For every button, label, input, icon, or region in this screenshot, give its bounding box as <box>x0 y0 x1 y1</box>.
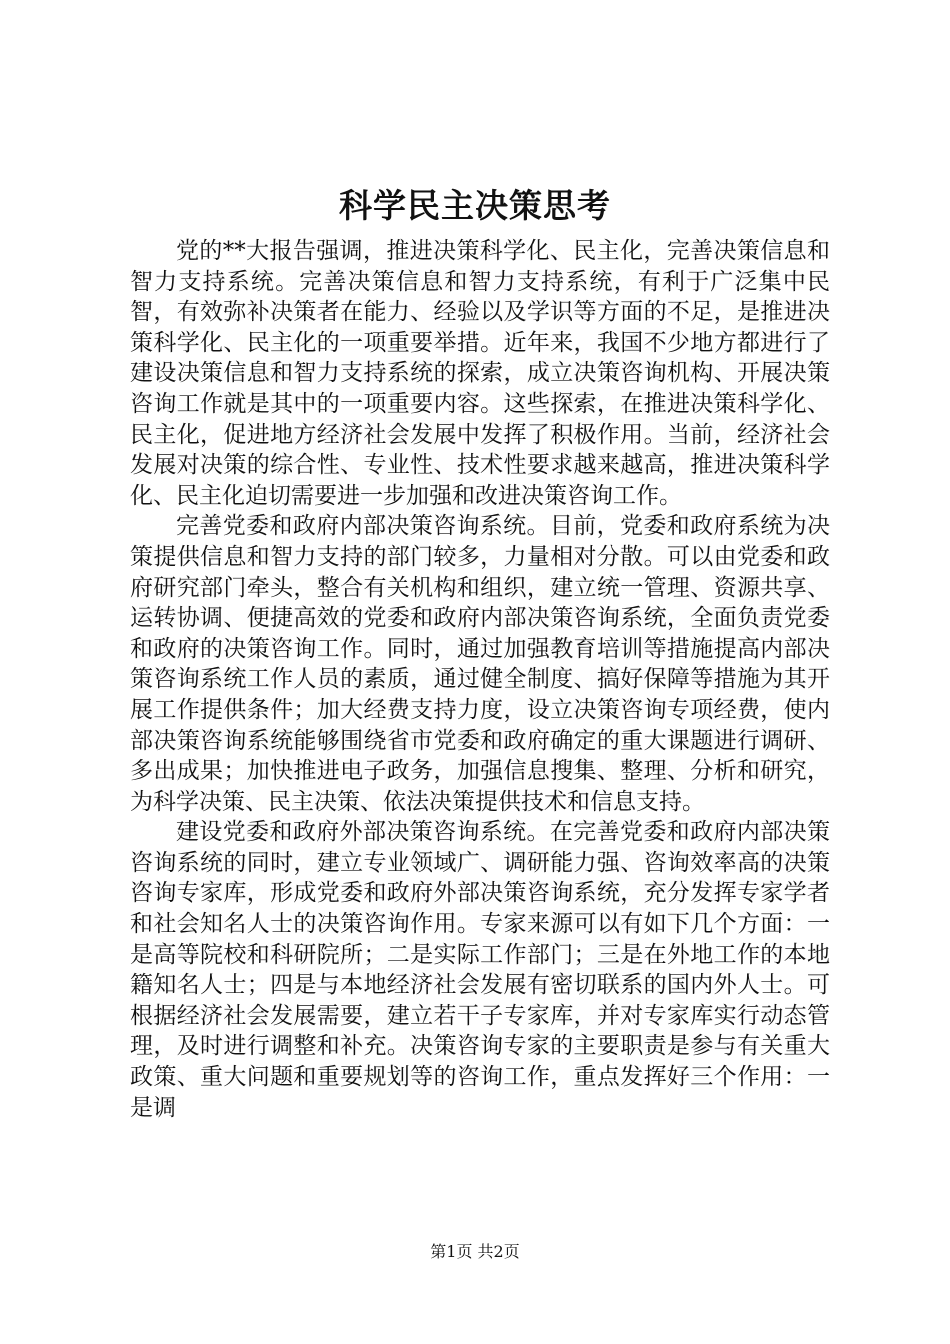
paragraph-external-system: 建设党委和政府外部决策咨询系统。在完善党委和政府内部决策咨询系统的同时，建立专业领域广、调研能力强、咨询效率高的决策咨询专家库，形成党委和政府外部决策咨询系统，充分发挥专家学者和社会知名人士的决策咨询作用。专家来源可以有如下几个方面：一是高等院校和科研院所；二是实际工作部门；三是在外地工作的本地籍知名人士；四是与本地经济社会发展有密切联系的国内外人士。可根据经济社会发展需要，建立若干子专家库，并对专家库实行动态管理，及时进行调整和补充。决策咨询专家的主要职责是参与有关重大政策、重大问题和重要规划等的咨询工作，重点发挥好三个作用：一是调 <box>130 819 830 1121</box>
document-body <box>130 236 830 1123</box>
paragraph-internal-system: 完善党委和政府内部决策咨询系统。目前，党委和政府系统为决策提供信息和智力支持的部门较多，力量相对分散。可以由党委和政府研究部门牵头，整合有关机构和组织，建立统一管理、资源共享、运转协调、便捷高效的党委和政府内部决策咨询系统，全面负责党委和政府的决策咨询工作。同时，通过加强教育培训等措施提高内部决策咨询系统工作人员的素质，通过健全制度、搞好保障等措施为其开展工作提供条件；加大经费支持力度，设立决策咨询专项经费，使内部决策咨询系统能够围绕省市党委和政府确定的重大课题进行调研、多出成果；加快推进电子政务，加强信息搜集、整理、分析和研究，为科学决策、民主决策、依法决策提供技术和信息支持。 <box>130 513 830 815</box>
page-number-footer: 第1页 共2页 <box>430 1242 520 1261</box>
paragraph-intro: 党的**大报告强调，推进决策科学化、民主化，完善决策信息和智力支持系统。完善决策信息和智力支持系统，有利于广泛集中民智，有效弥补决策者在能力、经验以及学识等方面的不足，是推进决策科学化、民主化的一项重要举措。近年来，我国不少地方都进行了建设决策信息和智力支持系统的探索，成立决策咨询机构、开展决策咨询工作就是其中的一项重要内容。这些探索，在推进决策科学化、民主化，促进地方经济社会发展中发挥了积极作用。当前，经济社会发展对决策的综合性、专业性、技术性要求越来越高，推进决策科学化、民主化迫切需要进一步加强和改进决策咨询工作。 <box>130 238 830 509</box>
document-title: 科学民主决策思考 <box>339 186 611 225</box>
